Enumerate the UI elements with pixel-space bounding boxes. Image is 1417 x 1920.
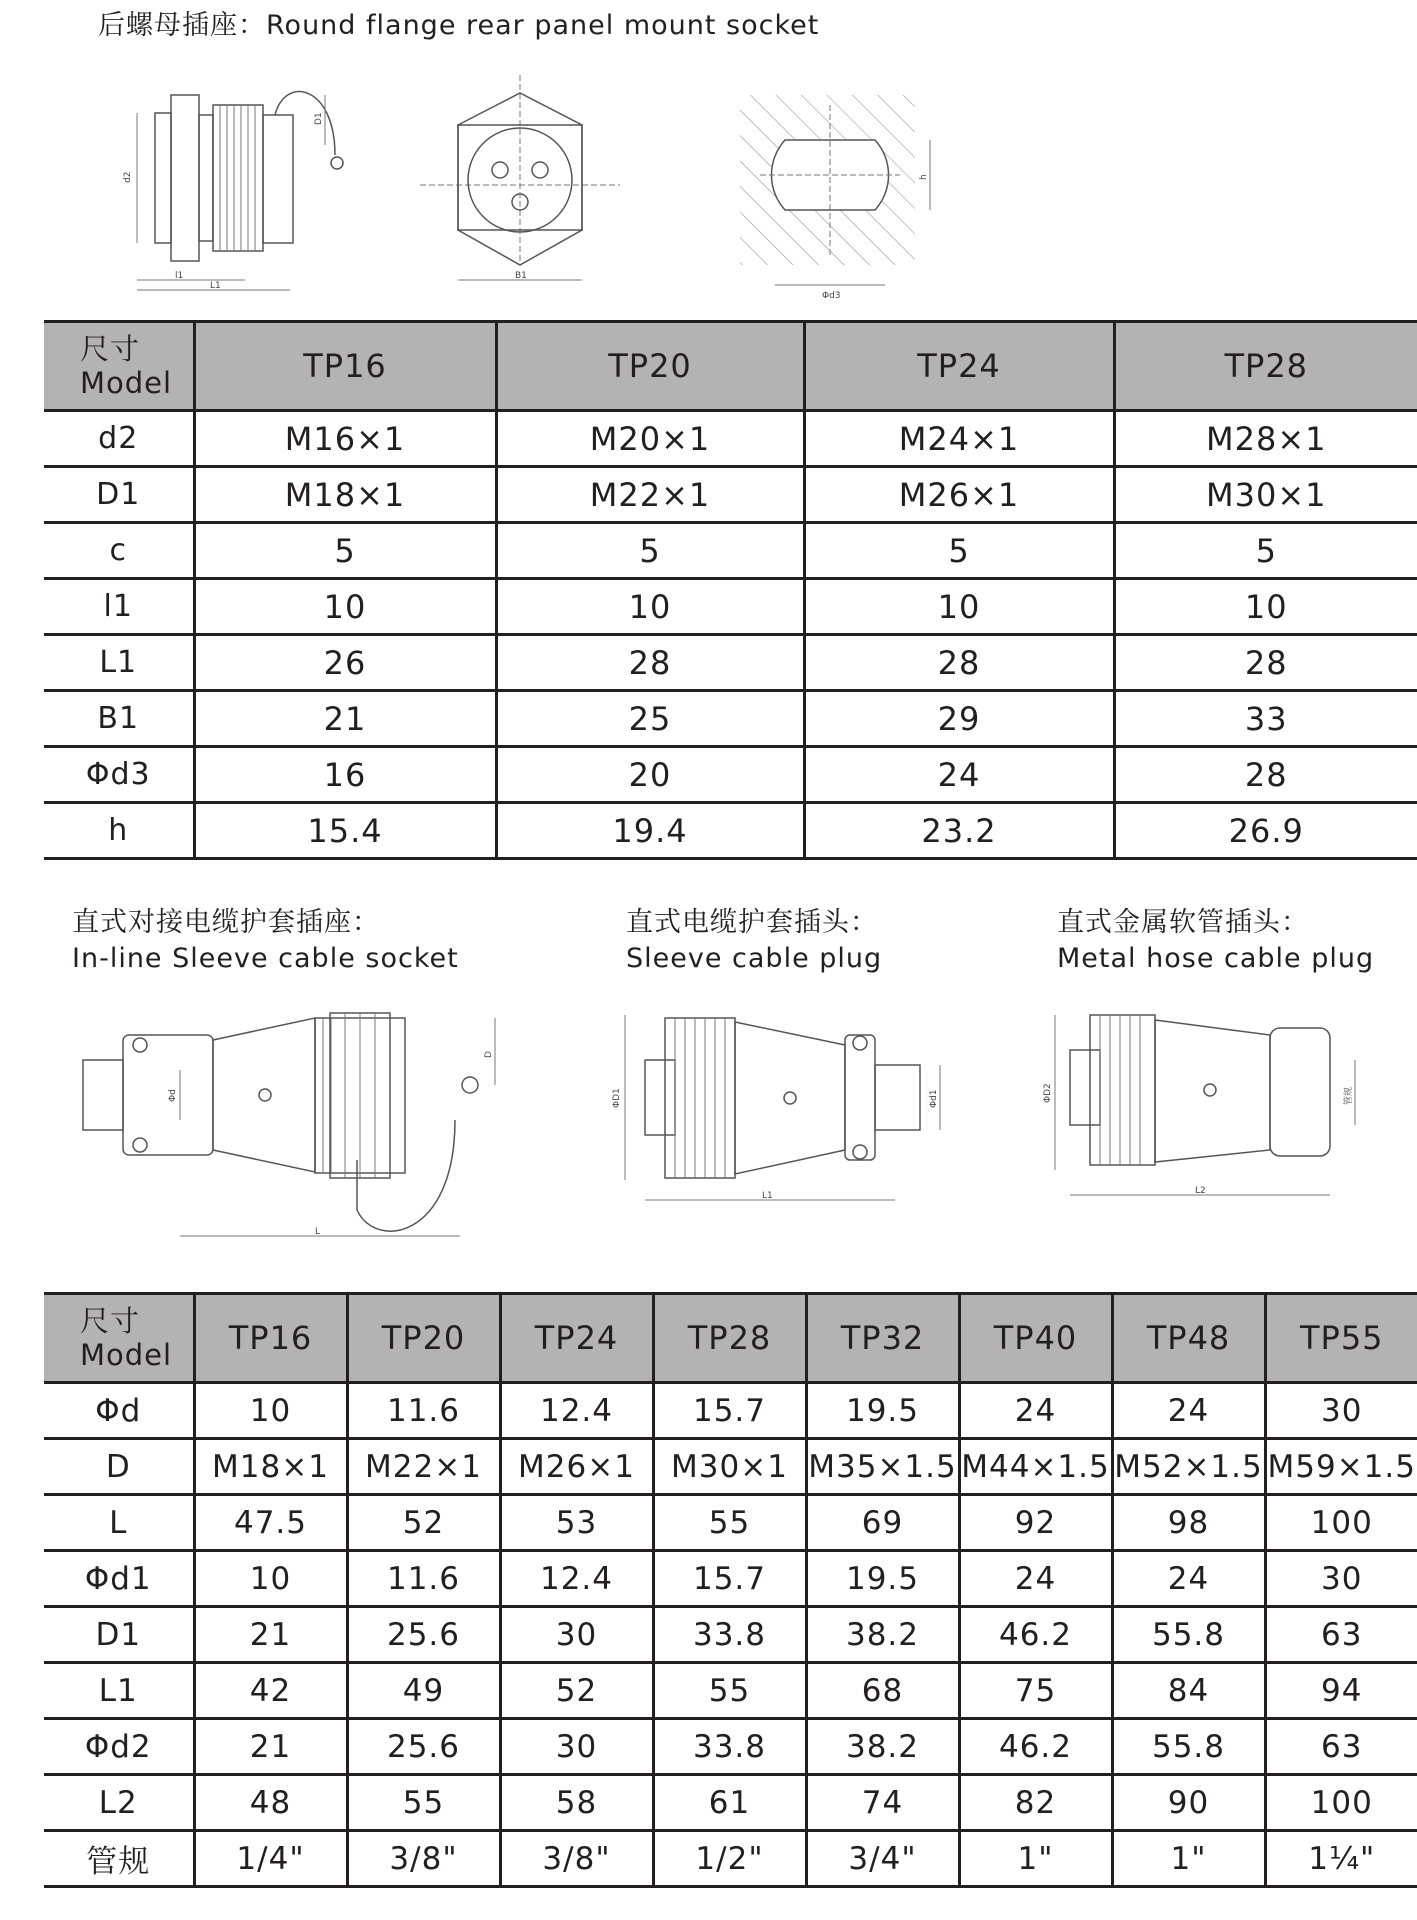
table-row xyxy=(44,635,1417,691)
rear-socket-dimension-table xyxy=(44,320,1417,860)
table-cell: 30 xyxy=(1265,1383,1417,1439)
model-header: TP20 xyxy=(496,322,804,411)
section1-caption: 后螺母插座：Round flange rear panel mount socket xyxy=(98,10,820,41)
table-cell: 26 xyxy=(194,635,496,691)
table-cell: 42 xyxy=(194,1663,347,1719)
table-cell: M22×1 xyxy=(496,467,804,523)
table-cell: 69 xyxy=(806,1495,959,1551)
label-hose-size: 管规 xyxy=(1344,1086,1354,1105)
table-cell: 21 xyxy=(194,691,496,747)
row-label: c xyxy=(44,523,194,579)
label-h: h xyxy=(919,174,929,180)
table-row xyxy=(44,1551,1417,1607)
table-cell: 25.6 xyxy=(347,1719,500,1775)
table-cell: 5 xyxy=(804,523,1114,579)
model-header: TP20 xyxy=(347,1294,500,1383)
row-label: Φd2 xyxy=(44,1719,194,1775)
table-row xyxy=(44,1607,1417,1663)
table-cell: M18×1 xyxy=(194,467,496,523)
table-header-row xyxy=(44,322,1417,411)
label-d2: d2 xyxy=(123,171,133,183)
table-cell: 55 xyxy=(653,1663,806,1719)
table-cell: 38.2 xyxy=(806,1607,959,1663)
row-label: B1 xyxy=(44,691,194,747)
table-cell: 11.6 xyxy=(347,1551,500,1607)
model-header: TP16 xyxy=(194,1294,347,1383)
table-cell: 55.8 xyxy=(1112,1607,1265,1663)
table-cell: 10 xyxy=(194,1551,347,1607)
panel-cutout-drawing xyxy=(740,85,960,305)
row-label: 管规 xyxy=(44,1831,194,1887)
table-cell: 1/2" xyxy=(653,1831,806,1887)
table-cell: 75 xyxy=(959,1663,1112,1719)
table-cell: 30 xyxy=(500,1719,653,1775)
table-cell: 24 xyxy=(959,1551,1112,1607)
corner-cell xyxy=(44,1294,194,1383)
table-cell: 55 xyxy=(347,1775,500,1831)
table-cell: M20×1 xyxy=(496,411,804,467)
table-cell: M26×1 xyxy=(500,1439,653,1495)
label-phiD2: ΦD2 xyxy=(1043,1083,1053,1103)
model-header: TP16 xyxy=(194,322,496,411)
model-header: TP55 xyxy=(1265,1294,1417,1383)
model-header: TP28 xyxy=(653,1294,806,1383)
table-cell: M26×1 xyxy=(804,467,1114,523)
table-cell: 1/4" xyxy=(194,1831,347,1887)
model-header: TP40 xyxy=(959,1294,1112,1383)
table-cell: 46.2 xyxy=(959,1719,1112,1775)
model-header: TP28 xyxy=(1114,322,1417,411)
table-cell: 68 xyxy=(806,1663,959,1719)
table-cell: 33.8 xyxy=(653,1607,806,1663)
table-cell: 52 xyxy=(500,1663,653,1719)
table-cell: 3/8" xyxy=(347,1831,500,1887)
table-row xyxy=(44,803,1417,859)
table-cell: 25.6 xyxy=(347,1607,500,1663)
table-cell: 30 xyxy=(500,1607,653,1663)
inline-socket-drawing xyxy=(75,1010,515,1250)
table-cell: 94 xyxy=(1265,1663,1417,1719)
table-row xyxy=(44,523,1417,579)
table-cell: 21 xyxy=(194,1719,347,1775)
corner-cn: 尺寸 xyxy=(80,1304,141,1338)
table-cell: M44×1.5 xyxy=(959,1439,1112,1495)
table-cell: 3/8" xyxy=(500,1831,653,1887)
corner-en: Model xyxy=(80,1338,173,1372)
row-label: Φd1 xyxy=(44,1551,194,1607)
table-cell: 1" xyxy=(959,1831,1112,1887)
table-cell: 1" xyxy=(1112,1831,1265,1887)
label-phid3: Φd3 xyxy=(822,291,841,301)
label-L1-plug: L1 xyxy=(762,1191,773,1201)
model-header: TP48 xyxy=(1112,1294,1265,1383)
table-cell: 28 xyxy=(496,635,804,691)
inline-socket-caption-cn: 直式对接电缆护套插座： xyxy=(72,907,380,938)
socket-front-view-drawing xyxy=(420,75,620,295)
model-header: TP32 xyxy=(806,1294,959,1383)
table-row xyxy=(44,1663,1417,1719)
table-cell: 52 xyxy=(347,1495,500,1551)
model-header: TP24 xyxy=(500,1294,653,1383)
table-cell: 24 xyxy=(959,1383,1112,1439)
table-cell: 26.9 xyxy=(1114,803,1417,859)
table-cell: M52×1.5 xyxy=(1112,1439,1265,1495)
table-cell: 38.2 xyxy=(806,1719,959,1775)
row-label: h xyxy=(44,803,194,859)
table-cell: 46.2 xyxy=(959,1607,1112,1663)
table-cell: 28 xyxy=(1114,747,1417,803)
table-cell: M28×1 xyxy=(1114,411,1417,467)
table-cell: 90 xyxy=(1112,1775,1265,1831)
table-row xyxy=(44,1831,1417,1887)
table-cell: 5 xyxy=(1114,523,1417,579)
metal-hose-plug-caption xyxy=(1057,905,1374,977)
corner-cell xyxy=(44,322,194,411)
table-row xyxy=(44,1439,1417,1495)
row-label: D1 xyxy=(44,467,194,523)
row-label: L xyxy=(44,1495,194,1551)
table-cell: 20 xyxy=(496,747,804,803)
table-cell: M30×1 xyxy=(653,1439,806,1495)
sleeve-plug-caption-cn: 直式电缆护套插头： xyxy=(626,907,878,938)
table-cell: 15.7 xyxy=(653,1383,806,1439)
table-cell: 82 xyxy=(959,1775,1112,1831)
table-cell: 24 xyxy=(1112,1551,1265,1607)
table-cell: 98 xyxy=(1112,1495,1265,1551)
label-L1: L1 xyxy=(210,281,221,291)
table-row xyxy=(44,411,1417,467)
table-cell: M24×1 xyxy=(804,411,1114,467)
table-cell: 63 xyxy=(1265,1719,1417,1775)
table-cell: 33.8 xyxy=(653,1719,806,1775)
table-row xyxy=(44,1495,1417,1551)
table-cell: 28 xyxy=(1114,635,1417,691)
table-cell: 23.2 xyxy=(804,803,1114,859)
table-cell: 74 xyxy=(806,1775,959,1831)
row-label: d2 xyxy=(44,411,194,467)
table-cell: 63 xyxy=(1265,1607,1417,1663)
sleeve-plug-drawing xyxy=(605,1010,965,1240)
table-cell: 55.8 xyxy=(1112,1719,1265,1775)
label-L: L xyxy=(315,1227,321,1237)
table-cell: M16×1 xyxy=(194,411,496,467)
metal-hose-plug-caption-en: Metal hose cable plug xyxy=(1057,943,1375,974)
row-label: L1 xyxy=(44,635,194,691)
table-row xyxy=(44,1383,1417,1439)
table-cell: 100 xyxy=(1265,1495,1417,1551)
table-row xyxy=(44,691,1417,747)
table-cell: 19.5 xyxy=(806,1551,959,1607)
table-cell: 19.4 xyxy=(496,803,804,859)
row-label: Φd3 xyxy=(44,747,194,803)
table-cell: 24 xyxy=(1112,1383,1265,1439)
row-label: l1 xyxy=(44,579,194,635)
table-cell: 25 xyxy=(496,691,804,747)
table-cell: 55 xyxy=(653,1495,806,1551)
label-phiD1: ΦD1 xyxy=(612,1088,622,1108)
inline-socket-caption xyxy=(72,905,459,977)
row-label: D1 xyxy=(44,1607,194,1663)
corner-cn: 尺寸 xyxy=(80,332,141,366)
table-cell: 47.5 xyxy=(194,1495,347,1551)
table-cell: M59×1.5 xyxy=(1265,1439,1417,1495)
table-cell: M30×1 xyxy=(1114,467,1417,523)
table-cell: M35×1.5 xyxy=(806,1439,959,1495)
table-cell: 92 xyxy=(959,1495,1112,1551)
label-B1: B1 xyxy=(515,271,527,281)
table-row xyxy=(44,1719,1417,1775)
label-D1: D1 xyxy=(314,112,324,125)
table-row xyxy=(44,467,1417,523)
table-cell: 100 xyxy=(1265,1775,1417,1831)
table-cell: 15.4 xyxy=(194,803,496,859)
table-cell: 10 xyxy=(194,1383,347,1439)
table-cell: 21 xyxy=(194,1607,347,1663)
row-label: D xyxy=(44,1439,194,1495)
table-cell: 1¼" xyxy=(1265,1831,1417,1887)
row-label: L2 xyxy=(44,1775,194,1831)
sleeve-plug-caption xyxy=(626,905,882,977)
socket-side-view-drawing xyxy=(125,75,375,295)
table-cell: 10 xyxy=(496,579,804,635)
table-cell: 3/4" xyxy=(806,1831,959,1887)
corner-en: Model xyxy=(80,366,173,400)
table-cell: 58 xyxy=(500,1775,653,1831)
table-cell: 15.7 xyxy=(653,1551,806,1607)
table-cell: 24 xyxy=(804,747,1114,803)
table-cell: 5 xyxy=(194,523,496,579)
label-D: D xyxy=(484,1051,494,1058)
sleeve-plug-caption-en: Sleeve cable plug xyxy=(626,943,883,974)
table-cell: 10 xyxy=(804,579,1114,635)
metal-hose-plug-drawing xyxy=(1040,1010,1380,1240)
label-phid: Φd xyxy=(168,1089,178,1102)
table-row xyxy=(44,1775,1417,1831)
table-cell: 33 xyxy=(1114,691,1417,747)
label-L2: L2 xyxy=(1195,1186,1206,1196)
table-cell: 10 xyxy=(194,579,496,635)
table-cell: 61 xyxy=(653,1775,806,1831)
table-cell: M22×1 xyxy=(347,1439,500,1495)
table-cell: 11.6 xyxy=(347,1383,500,1439)
table-cell: 84 xyxy=(1112,1663,1265,1719)
table-cell: 28 xyxy=(804,635,1114,691)
label-phid1: Φd1 xyxy=(929,1089,939,1108)
table-cell: 49 xyxy=(347,1663,500,1719)
table-cell: 5 xyxy=(496,523,804,579)
table-cell: 48 xyxy=(194,1775,347,1831)
table-cell: M18×1 xyxy=(194,1439,347,1495)
row-label: Φd xyxy=(44,1383,194,1439)
table-cell: 19.5 xyxy=(806,1383,959,1439)
table-cell: 29 xyxy=(804,691,1114,747)
model-header: TP24 xyxy=(804,322,1114,411)
inline-socket-caption-en: In-line Sleeve cable socket xyxy=(72,943,459,974)
cable-connector-dimension-table xyxy=(44,1292,1417,1888)
table-cell: 12.4 xyxy=(500,1551,653,1607)
table-cell: 30 xyxy=(1265,1551,1417,1607)
table-cell: 12.4 xyxy=(500,1383,653,1439)
table-cell: 53 xyxy=(500,1495,653,1551)
table-header-row xyxy=(44,1294,1417,1383)
table-row xyxy=(44,579,1417,635)
label-l1: l1 xyxy=(175,271,184,281)
metal-hose-plug-caption-cn: 直式金属软管插头： xyxy=(1057,907,1309,938)
table-cell: 10 xyxy=(1114,579,1417,635)
row-label: L1 xyxy=(44,1663,194,1719)
table-row xyxy=(44,747,1417,803)
table-cell: 16 xyxy=(194,747,496,803)
